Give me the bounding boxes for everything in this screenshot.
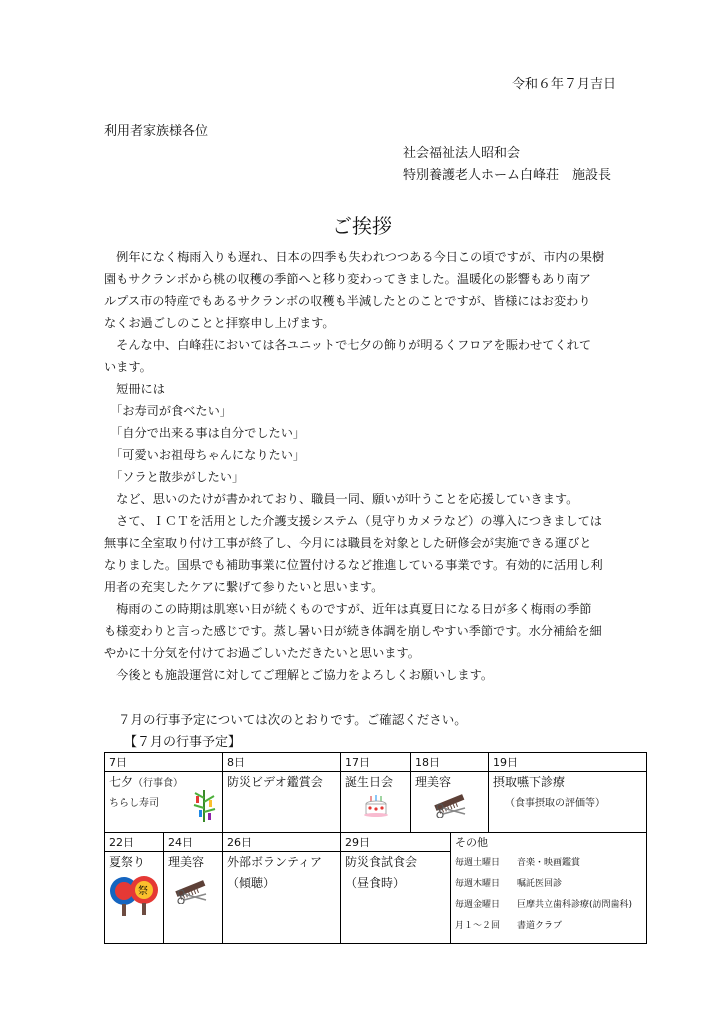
- body-line: そんな中、白峰荘においては各ユニットで七夕の飾りが明るくフロアを賑わせてくれて: [104, 338, 592, 352]
- recipient: 利用者家族様各位: [104, 124, 209, 139]
- document-date: 令和６年７月吉日: [511, 77, 616, 92]
- schedule-table: [104, 752, 647, 944]
- body-line: 例年になく梅雨入りも遅れ、日本の四季も失われつつある今日この頃ですが、市内の果樹: [104, 250, 605, 264]
- date-cell: 22日: [105, 833, 164, 852]
- body-line: なりました。国県でも補助事業に位置付けるなど推進している事業です。有効的に活用し利: [104, 558, 603, 572]
- event-title: 防災食試食会: [345, 855, 418, 869]
- body-line: やかに十分気を付けてお過ごしいただきたいと思います。: [104, 646, 420, 660]
- other-item: 毎週金曜日 巨摩共立歯科診療(訪問歯科): [455, 900, 633, 910]
- tanabata-bamboo-icon: [191, 788, 217, 827]
- event-title: 外部ボランティア: [227, 855, 323, 869]
- letter-title: ご挨拶: [332, 214, 392, 238]
- other-cell: [451, 833, 647, 944]
- other-item: 毎週土曜日 音楽・映画鑑賞: [455, 858, 581, 868]
- sender-organization: 社会福祉法人昭和会: [403, 146, 521, 161]
- event-cell: [341, 852, 451, 944]
- event-cell: [341, 772, 411, 833]
- event-title: 七夕: [109, 775, 134, 789]
- body-line: なくお過ごしのことと拝察申し上げます。: [104, 316, 335, 330]
- event-title: 誕生日会: [345, 775, 394, 789]
- sender-title: 特別養護老人ホーム白峰荘 施設長: [403, 168, 612, 183]
- event-cell: [489, 772, 647, 833]
- event-title: 理美容: [168, 855, 205, 869]
- event-sub: （食事摂取の評価等）: [505, 798, 605, 809]
- event-cell: [105, 772, 223, 833]
- body-line: ルプス市の特産でもあるサクランボの収穫も半減したとのことですが、皆様にはお変わり: [104, 294, 591, 308]
- date-cell: 8日: [223, 753, 341, 772]
- other-list: [455, 853, 642, 937]
- body-line: さて、ＩＣＴを活用とした介護支援システム（見守りカメラなど）の導入につきましては: [104, 514, 602, 528]
- date-cell: 17日: [341, 753, 411, 772]
- body-line: 用者の充実したケアに繋げて参りたいと思います。: [104, 580, 384, 594]
- body-line: 梅雨のこの時期は肌寒い日が続くものですが、近年は真夏日になる日が多く梅雨の季節: [104, 602, 592, 616]
- body-line: 「ソラと散歩がしたい」: [104, 470, 245, 484]
- event-sub: （昼食時）: [345, 876, 406, 890]
- schedule-notice: ７月の行事予定については次のとおりです。ご確認ください。: [118, 712, 467, 727]
- date-cell: 26日: [223, 833, 341, 852]
- event-title: 防災ビデオ鑑賞会: [227, 775, 323, 789]
- other-item: 月１～２回 書道クラブ: [455, 921, 563, 931]
- comb-scissors-icon: [431, 790, 471, 821]
- birthday-cake-icon: [363, 794, 389, 821]
- event-title: 理美容: [415, 775, 452, 789]
- date-cell: 24日: [164, 833, 223, 852]
- body-line: 今後とも施設運営に対してご理解とご協力をよろしくお願いします。: [104, 668, 494, 682]
- date-cell: 7日: [105, 753, 223, 772]
- event-cell: [223, 852, 341, 944]
- event-cell: [164, 852, 223, 944]
- body-line: 無事に全室取り付け工事が終了し、今月には職員を対象とした研修会が実施できる運びと: [104, 536, 592, 550]
- svg-text:祭: 祭: [138, 886, 148, 897]
- event-cell: [105, 852, 164, 944]
- festival-fans-icon: [107, 874, 161, 921]
- other-heading: その他: [455, 836, 488, 849]
- event-title: 摂取嚥下診療: [493, 775, 566, 789]
- comb-scissors-icon: [172, 876, 212, 907]
- body-line: 短冊には: [104, 382, 165, 396]
- event-sub: ちらし寿司: [109, 798, 159, 809]
- event-cell: [411, 772, 489, 833]
- schedule-heading: 【７月の行事予定】: [124, 735, 242, 750]
- body-line: 「お寿司が食べたい」: [104, 404, 232, 418]
- other-item: 毎週木曜日 嘱託医回診: [455, 879, 563, 889]
- body-line: 園もサクランボから桃の収穫の季節へと移り変わってきました。温暖化の影響もあり南ア: [104, 272, 591, 286]
- body-line: も様変わりと言った感じです。蒸し暑い日が続き体調を崩しやすい季節です。水分補給を細: [104, 624, 602, 638]
- date-cell: 19日: [489, 753, 647, 772]
- event-cell: [223, 772, 341, 833]
- event-note: （行事食）: [133, 778, 184, 789]
- body-line: 「自分で出来る事は自分でしたい」: [104, 426, 306, 440]
- event-sub: （傾聴）: [227, 876, 276, 890]
- body-line: 「可愛いお祖母ちゃんになりたい」: [104, 448, 306, 462]
- date-cell: 18日: [411, 753, 489, 772]
- letter-body: [104, 246, 624, 686]
- body-line: など、思いのたけが書かれており、職員一同、願いが叶うことを応援していきます。: [104, 492, 579, 506]
- body-line: います。: [104, 360, 152, 374]
- date-cell: 29日: [341, 833, 451, 852]
- event-title: 夏祭り: [109, 855, 146, 869]
